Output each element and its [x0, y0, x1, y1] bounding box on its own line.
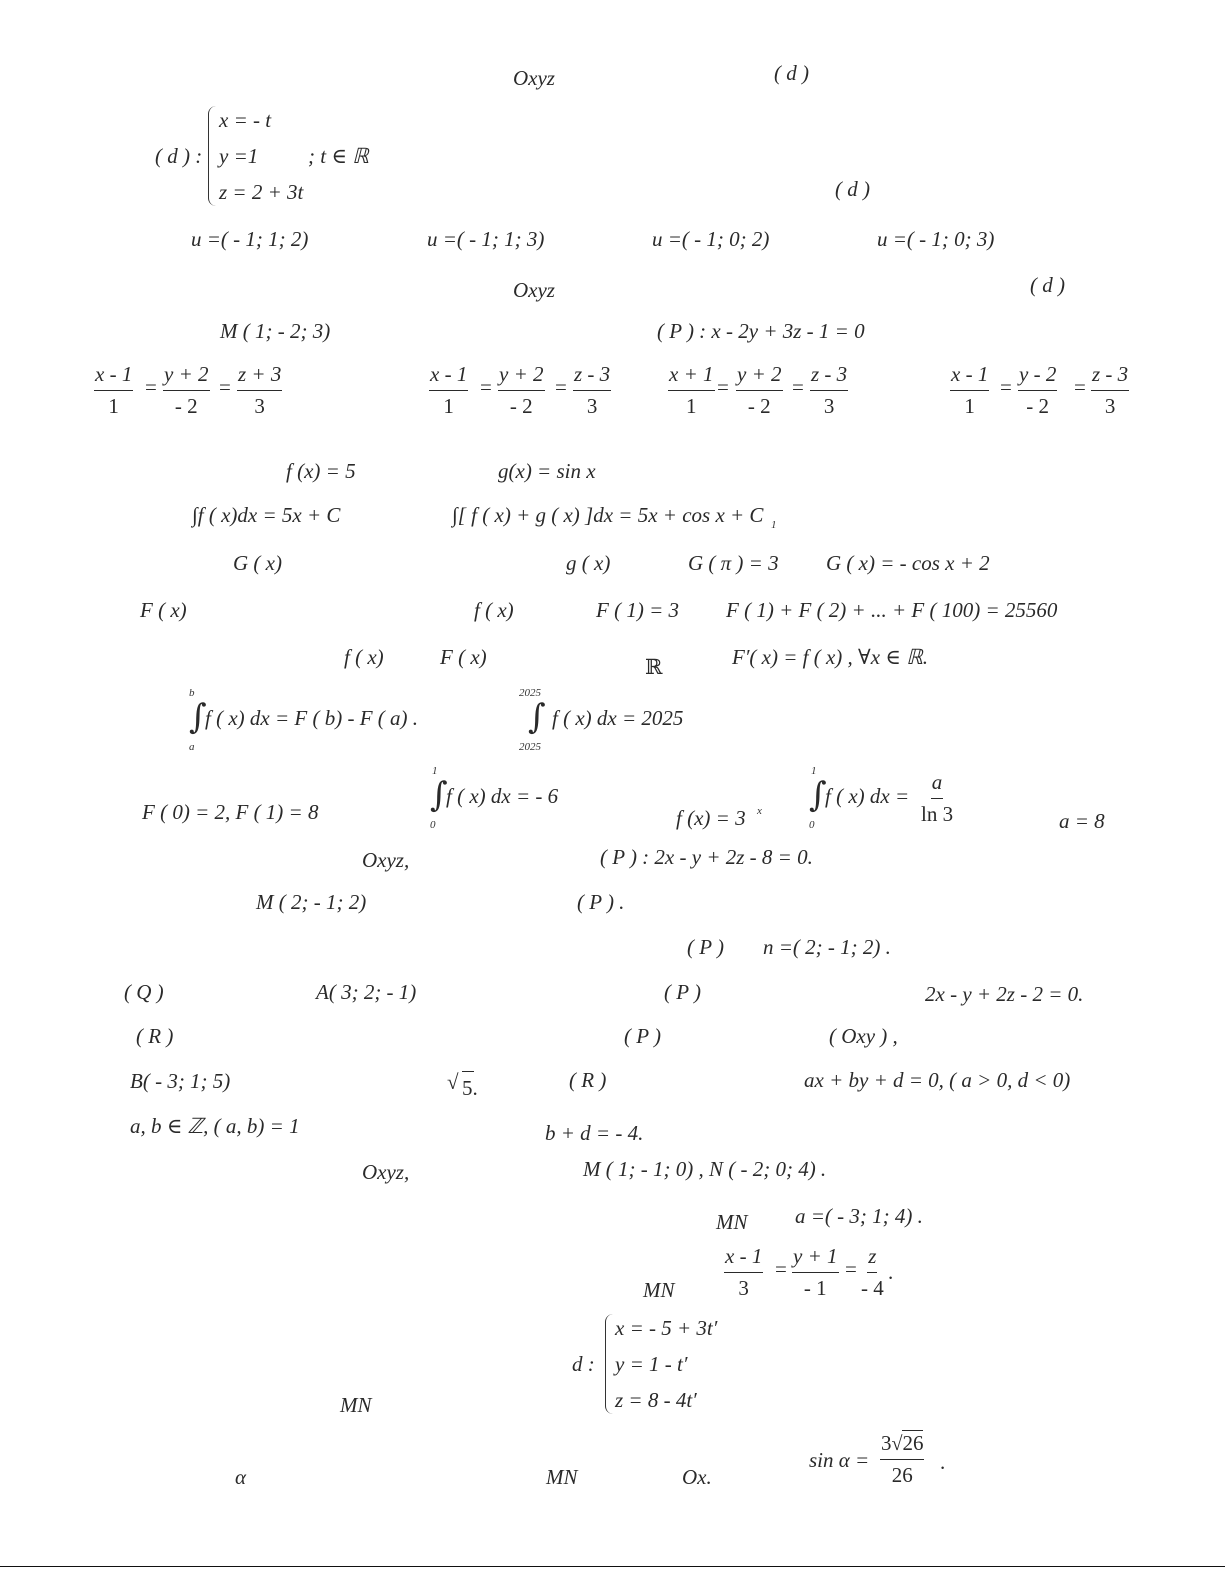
stmt-c-result: G ( x) = - cos x + 2	[826, 551, 990, 575]
stmt-c-g: g ( x)	[566, 551, 611, 575]
option-d: u =( - 1; 0; 3)	[877, 227, 995, 251]
plane-r-eq: ax + by + d = 0, ( a > 0, d < 0)	[804, 1068, 1071, 1092]
func-g: g(x) = sin x	[498, 459, 596, 483]
func-f: f (x) = 5	[286, 459, 356, 483]
int-b-lower: 2025	[519, 741, 541, 753]
point-m: M ( 1; - 2; 3)	[220, 319, 331, 343]
stmt-d-f: f ( x)	[474, 598, 514, 622]
integral-sign: ∫	[430, 775, 448, 815]
plane-p-ref-1: ( P ) .	[577, 890, 625, 914]
plane-p-2: ( P ) : 2x - y + 2z - 8 = 0.	[600, 845, 813, 869]
plane-p-ref-2: ( P )	[687, 935, 724, 959]
sqrt-sign: √	[447, 1070, 459, 1094]
integral-sign: ∫	[809, 775, 827, 815]
opt-d-frac-1: $\frac{x - 1}{1}$	[951, 362, 989, 418]
line-d-label: ( d )	[774, 61, 809, 85]
stmt-b-sub: 1	[771, 519, 777, 531]
opt-d-frac-2: $\frac{y - 2}{- 2}$	[1019, 362, 1057, 418]
axis-ox: Ox.	[682, 1465, 712, 1489]
stmt-c-G: G ( x)	[233, 551, 282, 575]
period: .	[888, 1260, 894, 1284]
equals: =	[480, 375, 492, 399]
option-b: u =( - 1; 1; 3)	[427, 227, 545, 251]
equals: =	[845, 1257, 857, 1281]
int-a-lower: a	[189, 741, 195, 753]
int-d-fraction: $\frac{a}{\ln 3}$	[921, 770, 954, 826]
equals: =	[717, 375, 729, 399]
equals: =	[775, 1257, 787, 1281]
int-b-body: f ( x) dx = 2025	[552, 706, 684, 730]
equals: =	[219, 375, 231, 399]
system-brace-2	[605, 1314, 614, 1414]
int-c-vals: F ( 0) = 2, F ( 1) = 8	[142, 800, 319, 824]
system-brace	[208, 106, 217, 206]
q4-R: ℝ	[645, 655, 663, 679]
point-a: A( 3; 2; - 1)	[316, 980, 417, 1004]
option-c: u =( - 1; 0; 2)	[652, 227, 770, 251]
opt-a-frac-1: $\frac{x - 1}{1}$	[95, 362, 133, 418]
line-d-def-label: ( d ) :	[155, 144, 203, 168]
opt-a-frac-3: $\frac{z + 3}{3}$	[238, 362, 282, 418]
plane-q: ( Q )	[124, 980, 164, 1004]
period: .	[940, 1450, 946, 1474]
int-a-upper: b	[189, 687, 195, 699]
int-c-body: f ( x) dx = - 6	[446, 784, 559, 808]
mn-frac-1: $\frac{x - 1}{3}$	[725, 1244, 763, 1300]
plane-p-ref-3: ( P )	[664, 980, 701, 1004]
system-eq-3: z = 2 + 3t	[219, 180, 304, 204]
opt-a-frac-2: $\frac{y + 2}{- 2}$	[164, 362, 209, 418]
line-d-def-label-2: d :	[572, 1352, 595, 1376]
plane-p-ref-4: ( P )	[624, 1024, 661, 1048]
point-b: B( - 3; 1; 5)	[130, 1069, 231, 1093]
mn-frac-2: $\frac{y + 1}{- 1}$	[793, 1244, 838, 1300]
equals: =	[1000, 375, 1012, 399]
space-label: Oxyz	[513, 66, 555, 90]
line-d-ref: ( d )	[835, 177, 870, 201]
equals: =	[555, 375, 567, 399]
int-c-upper: 1	[432, 765, 438, 777]
sum-condition: b + d = - 4.	[545, 1121, 644, 1145]
int-d-body: f ( x) dx =	[825, 784, 910, 808]
system-param: ; t ∈ ℝ	[308, 144, 369, 168]
sqrt-bar	[462, 1071, 474, 1072]
int-d-lower: 0	[809, 819, 815, 831]
normal-vector: n =( 2; - 1; 2) .	[763, 935, 891, 959]
system2-eq-1: x = - 5 + 3t′	[615, 1316, 718, 1340]
plane-q-eq: 2x - y + 2z - 2 = 0.	[925, 982, 1084, 1006]
opt-b-frac-3: $\frac{z - 3}{3}$	[574, 362, 611, 418]
space-label-4: Oxyz,	[362, 1160, 410, 1184]
q4-F: F ( x)	[440, 645, 487, 669]
stmt-d-sum: F ( 1) + F ( 2) + ... + F ( 100) = 25560	[726, 598, 1058, 622]
alpha: α	[235, 1465, 247, 1489]
mn-ref-4: MN	[546, 1465, 578, 1489]
equals: =	[792, 375, 804, 399]
equals: =	[1074, 375, 1086, 399]
int-c-lower: 0	[430, 819, 436, 831]
sin-alpha: sin α =	[809, 1448, 870, 1472]
sqrt-5: 5.	[462, 1076, 478, 1100]
sin-fraction: $\frac{3√26}{26}$	[881, 1431, 924, 1487]
system2-eq-3: z = 8 - 4t′	[615, 1388, 697, 1412]
int-d-answer: a = 8	[1059, 809, 1105, 833]
stmt-a: ∫f ( x)dx = 5x + C	[192, 503, 341, 527]
opt-b-frac-1: $\frac{x - 1}{1}$	[430, 362, 468, 418]
page-bottom-rule	[0, 1566, 1225, 1567]
stmt-d-F: F ( x)	[140, 598, 187, 622]
direction-vector: a =( - 3; 1; 4) .	[795, 1204, 923, 1228]
point-m-2: M ( 2; - 1; 2)	[256, 890, 367, 914]
system-eq-1: x = - t	[219, 108, 272, 132]
points-mn: M ( 1; - 1; 0) , N ( - 2; 0; 4) .	[583, 1157, 827, 1181]
space-label-2: Oxyz	[513, 278, 555, 302]
int-d-upper: 1	[811, 765, 817, 777]
mn-ref-3: MN	[340, 1393, 372, 1417]
plane-p: ( P ) : x - 2y + 3z - 1 = 0	[657, 319, 865, 343]
int-d-func: f (x) = 3	[676, 806, 746, 830]
stmt-d-cond: F ( 1) = 3	[596, 598, 679, 622]
mn-ref-1: MN	[716, 1210, 748, 1234]
opt-d-frac-3: $\frac{z - 3}{3}$	[1092, 362, 1129, 418]
opt-b-frac-2: $\frac{y + 2}{- 2}$	[499, 362, 544, 418]
opt-c-frac-2: $\frac{y + 2}{- 2}$	[737, 362, 782, 418]
plane-r-ref: ( R )	[569, 1068, 607, 1092]
line-d-label-2: ( d )	[1030, 273, 1065, 297]
option-a: u =( - 1; 1; 2)	[191, 227, 309, 251]
integral-sign: ∫	[189, 697, 207, 737]
q4-f: f ( x)	[344, 645, 384, 669]
coeff-condition: a, b ∈ ℤ, ( a, b) = 1	[130, 1114, 300, 1138]
stmt-c-cond: G ( π ) = 3	[688, 551, 779, 575]
space-label-3: Oxyz,	[362, 848, 410, 872]
int-d-exp: x	[757, 805, 762, 817]
int-a-body: f ( x) dx = F ( b) - F ( a) .	[205, 706, 419, 730]
plane-oxy: ( Oxy ) ,	[829, 1024, 898, 1048]
int-b-upper: 2025	[519, 687, 541, 699]
equals: =	[145, 375, 157, 399]
opt-c-frac-3: $\frac{z - 3}{3}$	[811, 362, 848, 418]
q4-def: F′( x) = f ( x) , ∀x ∈ ℝ.	[732, 645, 928, 669]
system-eq-2: y =1	[219, 144, 259, 168]
system2-eq-2: y = 1 - t′	[615, 1352, 688, 1376]
integral-sign: ∫	[528, 697, 546, 737]
opt-c-frac-1: $\frac{x + 1}{1}$	[669, 362, 714, 418]
plane-r: ( R )	[136, 1024, 174, 1048]
mn-frac-3: $\frac{z}{- 4}$	[861, 1244, 884, 1300]
stmt-b: ∫[ f ( x) + g ( x) ]dx = 5x + cos x + C	[452, 503, 764, 527]
mn-ref-2: MN	[643, 1278, 675, 1302]
